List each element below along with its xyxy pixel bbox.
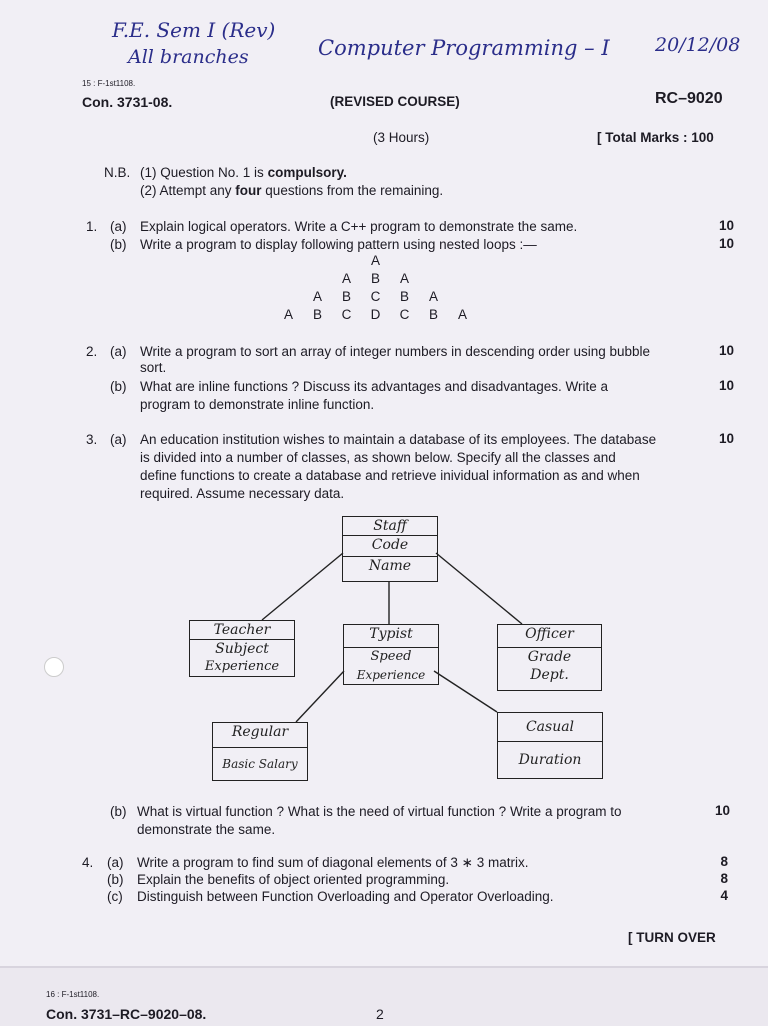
class-box-regular [212, 722, 308, 781]
con-number: Con. 3731-08. [82, 94, 173, 110]
class-attr-casual-1: Duration [518, 752, 582, 768]
q2b-text-line1: What are inline functions ? Discuss its advantages and disadvantages. Write a [140, 379, 609, 394]
turn-over: [ TURN OVER [628, 930, 716, 945]
q3a-marks: 10 [718, 431, 734, 446]
pattern-row-4: A B C D C B A [283, 307, 467, 322]
class-box-officer [497, 624, 602, 691]
class-attr-typist-1: Speed [370, 649, 412, 664]
q4a-text: Write a program to find sum of diagonal elements of 3 ∗ 3 matrix. [137, 855, 529, 870]
class-attr-regular-1: Basic Salary [222, 757, 298, 771]
handwritten-subject: Computer Programming – I [318, 36, 610, 60]
q1a-text: Explain logical operators. Write a C++ program to demonstrate the same. [140, 219, 578, 234]
class-name-regular: Regular [213, 723, 307, 748]
punch-hole [44, 657, 64, 677]
q2a-text-line1: Write a program to sort an array of integer numbers in descending order using bubble [140, 344, 651, 359]
q3a-line-1: An education institution wishes to maintain a database of its employees. The database [140, 432, 657, 447]
q1b-label: (b) [110, 237, 127, 252]
class-box-staff [342, 516, 438, 582]
q4c-marks: 4 [720, 888, 728, 903]
q2b-label: (b) [110, 379, 127, 394]
pattern-row-2: A B A [341, 271, 409, 286]
q1a-label: (a) [110, 219, 127, 234]
print-code: 15 : F-1st1108. [82, 79, 136, 88]
class-attr-teacher-1: Subject [215, 641, 269, 657]
course-type: (REVISED COURSE) [330, 94, 460, 109]
nb-note-2: (2) Attempt any four questions from the remaining. [140, 183, 444, 198]
q2a-text-line2: sort. [140, 360, 167, 375]
q4-number: 4. [82, 855, 94, 870]
pattern-row-1: A [370, 253, 380, 268]
q2-number: 2. [86, 344, 98, 359]
exam-page-2-top [0, 966, 768, 1026]
nb-label: N.B. [104, 165, 131, 180]
paper-code: RC–9020 [655, 90, 723, 107]
page2-number: 2 [376, 1006, 384, 1022]
q4a-label: (a) [107, 855, 124, 870]
q3-number: 3. [86, 432, 98, 447]
q4a-marks: 8 [720, 854, 728, 869]
class-attr-officer-1: Grade [527, 649, 572, 665]
q2b-text-line2: program to demonstrate inline function. [140, 397, 375, 412]
q2b-marks: 10 [718, 378, 734, 393]
class-box-teacher [189, 620, 295, 677]
q4b-marks: 8 [720, 871, 728, 886]
class-name-teacher: Teacher [190, 621, 294, 640]
q3a-label: (a) [110, 432, 127, 447]
q3b-text-line1: What is virtual function ? What is the need of virtual function ? Write a program to [137, 804, 622, 819]
class-attr-staff-2: Name [368, 558, 412, 574]
q1b-marks: 10 [718, 236, 734, 251]
class-attr-staff-1: Code [343, 536, 437, 557]
class-name-staff: Staff [343, 517, 437, 536]
q1-number: 1. [86, 219, 98, 234]
pattern-row-3: A B C B A [312, 289, 438, 304]
q2a-marks: 10 [718, 343, 734, 358]
class-name-officer: Officer [498, 625, 601, 648]
class-box-casual [497, 712, 603, 779]
q3b-text-line2: demonstrate the same. [137, 822, 276, 837]
q1b-text: Write a program to display following pattern using nested loops :— [140, 237, 537, 252]
q4c-label: (c) [107, 889, 123, 904]
duration: (3 Hours) [373, 130, 430, 145]
q3b-label: (b) [110, 804, 127, 819]
q4b-label: (b) [107, 872, 124, 887]
total-marks: [ Total Marks : 100 [597, 130, 714, 145]
q3a-line-3: define functions to create a database and retrieve inividual information as and when [140, 468, 640, 483]
q3a-line-2: is divided into a number of classes, as shown below. Specify all the classes and [140, 450, 616, 465]
class-attr-teacher-2: Experience [204, 659, 280, 674]
handwritten-semester: F.E. Sem I (Rev) [112, 18, 276, 42]
q3b-marks: 10 [714, 803, 730, 818]
q2a-label: (a) [110, 344, 127, 359]
nb-note-1: (1) Question No. 1 is compulsory. [140, 165, 347, 180]
q1a-marks: 10 [718, 218, 734, 233]
class-name-casual: Casual [498, 713, 602, 742]
class-name-typist: Typist [344, 625, 438, 648]
page2-print-code: 16 : F-1st1108. [46, 990, 100, 999]
class-box-typist [343, 624, 439, 685]
class-attr-officer-2: Dept. [530, 667, 569, 683]
q4c-text: Distinguish between Function Overloading and Operator Overloading. [137, 889, 554, 904]
handwritten-branches: All branches [128, 46, 249, 68]
page2-con-line: Con. 3731–RC–9020–08. [46, 1006, 207, 1022]
q3a-line-4: required. Assume necessary data. [140, 486, 345, 501]
q4b-text: Explain the benefits of object oriented programming. [137, 872, 450, 887]
handwritten-date: 20/12/08 [655, 34, 741, 56]
class-attr-typist-2: Experience [356, 668, 426, 682]
